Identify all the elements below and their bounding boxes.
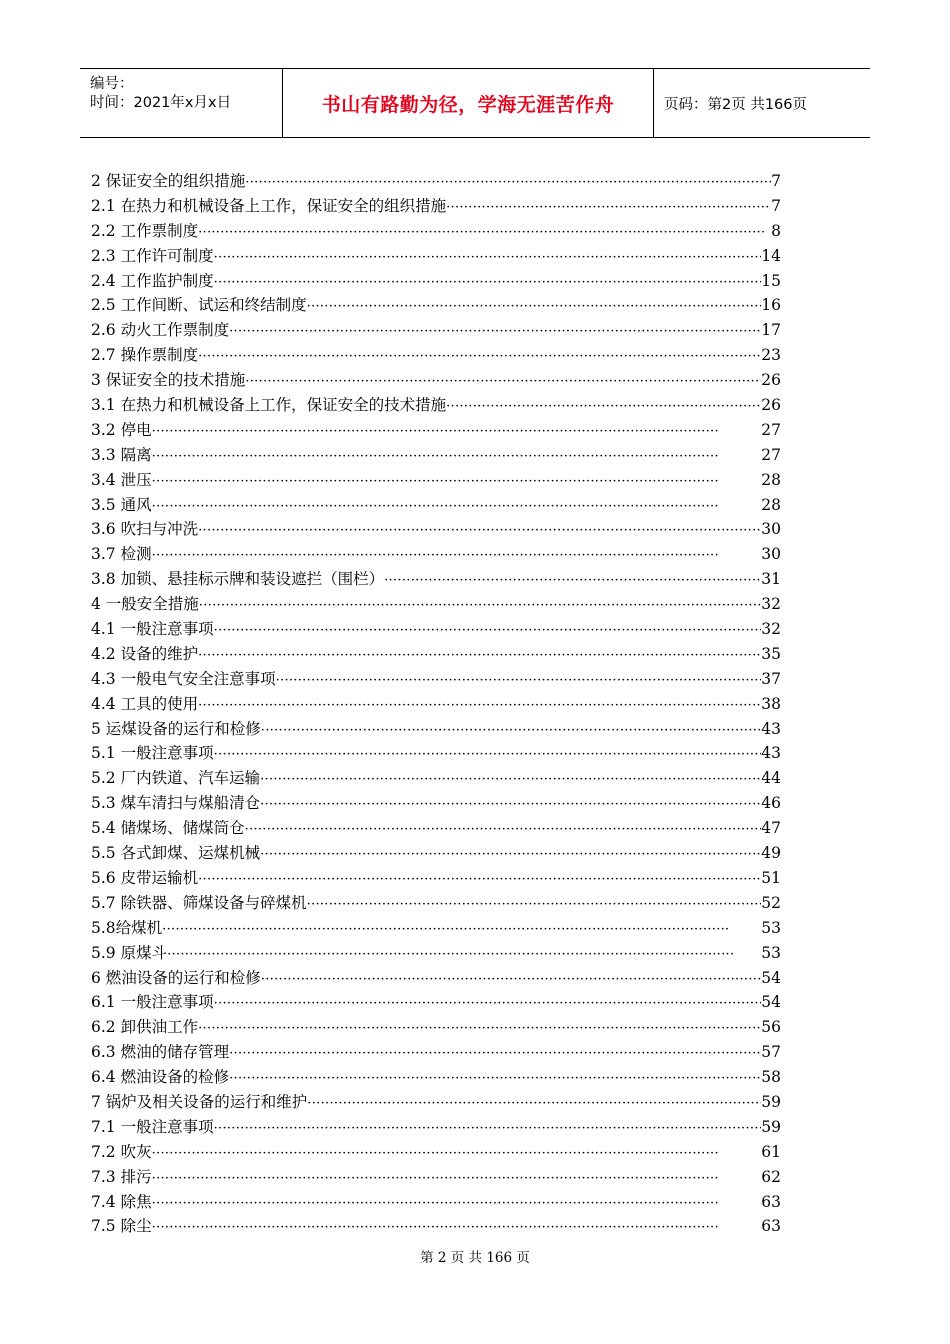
toc-entry[interactable] — [91, 393, 781, 418]
toc-entry-title: 4.4 工具的使用 — [91, 694, 199, 713]
toc-entry-title: 3.2 停电 — [91, 420, 152, 439]
toc-entry-title: 2.4 工作监护制度 — [91, 271, 214, 290]
toc-entry[interactable] — [91, 642, 781, 667]
toc-entry-title: 7.2 吹灰 — [91, 1142, 152, 1161]
toc-entry-page: 8 — [771, 221, 781, 240]
page-header — [80, 68, 870, 138]
toc-entry-page: 37 — [761, 669, 781, 688]
toc-entry[interactable] — [91, 318, 781, 343]
toc-entry-page: 63 — [761, 1192, 781, 1211]
toc-entry[interactable] — [91, 841, 781, 866]
toc-leader-dots — [152, 544, 762, 569]
toc-entry-page: 44 — [761, 769, 781, 788]
toc-entry-page: 58 — [761, 1068, 781, 1087]
toc-entry-page: 51 — [761, 868, 781, 887]
toc-entry-page: 7 — [771, 196, 781, 215]
toc-leader-dots — [198, 221, 771, 246]
toc-entry-page: 38 — [761, 694, 781, 713]
toc-entry[interactable] — [91, 692, 781, 717]
toc-entry-title: 6.1 一般注意事项 — [91, 993, 214, 1012]
toc-entry-title: 2.5 工作间断、试运和终结制度 — [91, 296, 307, 315]
header-page-info: 页码：第2页 共166页 — [664, 96, 808, 113]
toc-entry-page: 15 — [761, 271, 781, 290]
toc-entry-title: 5.5 各式卸煤、运煤机械 — [91, 844, 261, 863]
toc-leader-dots — [214, 246, 762, 271]
toc-entry-title: 5.3 煤车清扫与煤船清仓 — [91, 794, 261, 813]
toc-leader-dots — [214, 271, 762, 296]
toc-entry-title: 5.2 厂内铁道、汽车运输 — [91, 769, 261, 788]
toc-leader-dots — [152, 1216, 762, 1241]
toc-entry[interactable] — [91, 990, 781, 1015]
toc-entry-page: 52 — [761, 893, 781, 912]
toc-entry[interactable] — [91, 169, 781, 194]
toc-entry-title: 7 锅炉及相关设备的运行和维护 — [91, 1092, 308, 1111]
toc-entry-page: 23 — [761, 346, 781, 365]
toc-leader-dots — [214, 619, 762, 644]
toc-entry[interactable] — [91, 741, 781, 766]
toc-entry[interactable] — [91, 966, 781, 991]
toc-leader-dots — [198, 1017, 761, 1042]
toc-leader-dots — [260, 843, 761, 868]
toc-entry[interactable] — [91, 766, 781, 791]
toc-leader-dots — [214, 992, 762, 1017]
toc-entry[interactable] — [91, 916, 781, 941]
toc-leader-dots — [261, 719, 761, 744]
toc-entry[interactable] — [91, 343, 781, 368]
toc-entry-title: 6.4 燃油设备的检修 — [91, 1068, 230, 1087]
toc-leader-dots — [198, 345, 761, 370]
toc-entry-page: 14 — [761, 246, 781, 265]
header-motto: 书山有路勤为径，学海无涯苦作舟 — [282, 69, 654, 137]
toc-entry-page: 61 — [761, 1142, 781, 1161]
toc-entry[interactable] — [91, 368, 781, 393]
toc-leader-dots — [152, 470, 762, 495]
toc-entry-page: 26 — [761, 371, 781, 390]
toc-entry-page: 28 — [761, 495, 781, 514]
toc-leader-dots — [198, 519, 761, 544]
toc-entry-title: 2.2 工作票制度 — [91, 221, 199, 240]
toc-entry-title: 2.6 动火工作票制度 — [91, 321, 230, 340]
toc-leader-dots — [152, 1142, 762, 1167]
toc-entry-title: 4 一般安全措施 — [91, 595, 199, 614]
toc-entry[interactable] — [91, 517, 781, 542]
toc-entry-page: 54 — [761, 968, 781, 987]
toc-leader-dots — [229, 320, 761, 345]
toc-entry[interactable] — [91, 592, 781, 617]
toc-entry-page: 53 — [761, 918, 781, 937]
toc-entry-title: 5.4 储煤场、储煤筒仓 — [91, 819, 245, 838]
toc-entry-title: 6 燃油设备的运行和检修 — [91, 968, 261, 987]
toc-entry-page: 59 — [761, 1092, 781, 1111]
toc-entry-title: 6.3 燃油的储存管理 — [91, 1043, 230, 1062]
toc-entry-page: 26 — [761, 396, 781, 415]
toc-entry[interactable] — [91, 667, 781, 692]
toc-entry-title: 7.5 除尘 — [91, 1217, 152, 1236]
toc-entry[interactable] — [91, 1214, 781, 1239]
toc-leader-dots — [229, 1042, 761, 1067]
toc-entry-title: 2.1 在热力和机械设备上工作，保证安全的组织措施 — [91, 196, 447, 215]
toc-entry[interactable] — [91, 1165, 781, 1190]
toc-entry-page: 7 — [771, 172, 781, 190]
toc-entry-title: 2 保证安全的组织措施 — [91, 172, 246, 190]
toc-entry-title: 3.4 泄压 — [91, 470, 152, 489]
toc-entry-title: 3 保证安全的技术措施 — [91, 371, 246, 390]
toc-entry-page: 63 — [761, 1217, 781, 1236]
toc-entry-page: 43 — [761, 744, 781, 763]
toc-entry-page: 53 — [761, 943, 781, 962]
toc-entry-title: 3.8 加锁、悬挂标示牌和装设遮拦（围栏） — [91, 570, 385, 589]
toc-entry-page: 31 — [761, 570, 781, 589]
toc-entry[interactable] — [91, 418, 781, 443]
toc-entry[interactable] — [91, 468, 781, 493]
toc-entry[interactable] — [91, 791, 781, 816]
toc-leader-dots — [261, 968, 761, 993]
toc-entry[interactable] — [91, 1015, 781, 1040]
toc-entry-title: 5.1 一般注意事项 — [91, 744, 214, 763]
toc-entry[interactable] — [91, 269, 781, 294]
toc-entry[interactable] — [91, 493, 781, 518]
toc-leader-dots — [245, 370, 761, 395]
toc-entry-page: 32 — [761, 620, 781, 639]
toc-entry-page: 43 — [761, 719, 781, 738]
toc-leader-dots — [152, 495, 762, 520]
toc-entry-title: 2.7 操作票制度 — [91, 346, 199, 365]
toc-entry[interactable] — [91, 891, 781, 916]
toc-leader-dots — [214, 743, 762, 768]
toc-entry-title: 7.1 一般注意事项 — [91, 1117, 214, 1136]
toc-entry-title: 3.6 吹扫与冲洗 — [91, 520, 199, 539]
document-number-label: 编号： — [90, 76, 134, 92]
toc-entry-page: 47 — [761, 819, 781, 838]
toc-leader-dots — [152, 420, 762, 445]
toc-entry-page: 17 — [761, 321, 781, 340]
toc-entry-title: 3.1 在热力和机械设备上工作，保证安全的技术措施 — [91, 396, 447, 415]
toc-entry-title: 4.1 一般注意事项 — [91, 620, 214, 639]
toc-entry[interactable] — [91, 1140, 781, 1165]
toc-leader-dots — [276, 669, 762, 694]
toc-entry[interactable] — [91, 617, 781, 642]
toc-entry[interactable] — [91, 293, 781, 318]
toc-leader-dots — [198, 644, 761, 669]
toc-entry-page: 27 — [761, 420, 781, 439]
toc-entry[interactable] — [91, 443, 781, 468]
toc-entry-title: 5.6 皮带运输机 — [91, 868, 199, 887]
toc-entry-title: 2.3 工作许可制度 — [91, 246, 214, 265]
toc-entry-page: 32 — [761, 595, 781, 614]
toc-entry-page: 30 — [761, 545, 781, 564]
toc-entry[interactable] — [91, 1090, 781, 1115]
toc-leader-dots — [446, 196, 771, 221]
toc-leader-dots — [307, 893, 762, 918]
toc-leader-dots — [199, 594, 761, 619]
toc-entry-page: 57 — [761, 1043, 781, 1062]
toc-leader-dots — [384, 569, 761, 594]
toc-entry[interactable] — [91, 542, 781, 567]
toc-entry-page: 59 — [761, 1117, 781, 1136]
toc-entry-page: 49 — [761, 844, 781, 863]
toc-entry-title: 4.2 设备的维护 — [91, 644, 199, 663]
toc-entry[interactable] — [91, 194, 781, 219]
toc-entry-page: 28 — [761, 470, 781, 489]
toc-entry-title: 3.5 通风 — [91, 495, 152, 514]
toc-entry-title: 5.7 除铁器、筛煤设备与碎煤机 — [91, 893, 307, 912]
toc-entry-page: 54 — [761, 993, 781, 1012]
toc-entry-title: 5.8给煤机 — [91, 918, 163, 937]
header-info-cell — [80, 69, 282, 137]
toc-entry[interactable] — [91, 567, 781, 592]
toc-entry[interactable] — [91, 1065, 781, 1090]
toc-leader-dots — [245, 818, 762, 843]
toc-entry-title: 5.9 原煤斗 — [91, 943, 168, 962]
toc-entry[interactable] — [91, 816, 781, 841]
toc-entry[interactable] — [91, 244, 781, 269]
toc-leader-dots — [245, 171, 771, 196]
toc-entry[interactable] — [91, 941, 781, 966]
toc-entry[interactable] — [91, 1040, 781, 1065]
toc-leader-dots — [152, 445, 762, 470]
toc-entry-title: 3.7 检测 — [91, 545, 152, 564]
toc-leader-dots — [214, 1117, 762, 1142]
toc-entry-page: 30 — [761, 520, 781, 539]
toc-entry-page: 46 — [761, 794, 781, 813]
toc-entry-page: 35 — [761, 644, 781, 663]
toc-entry-title: 3.3 隔离 — [91, 445, 152, 464]
document-time-label: 时间：2021年x月x日 — [90, 95, 232, 111]
toc-leader-dots — [152, 1192, 762, 1217]
toc-entry[interactable] — [91, 866, 781, 891]
toc-leader-dots — [446, 395, 761, 420]
toc-leader-dots — [307, 1092, 761, 1117]
toc-entry-title: 4.3 一般电气安全注意事项 — [91, 669, 276, 688]
toc-entry-title: 5 运煤设备的运行和检修 — [91, 719, 261, 738]
toc-leader-dots — [167, 943, 761, 968]
toc-leader-dots — [152, 1167, 762, 1192]
toc-leader-dots — [229, 1067, 761, 1092]
toc-leader-dots — [260, 768, 761, 793]
toc-entry-title: 7.3 排污 — [91, 1167, 152, 1186]
toc-entry-page: 56 — [761, 1018, 781, 1037]
toc-entry[interactable] — [91, 1190, 781, 1215]
toc-leader-dots — [260, 793, 761, 818]
table-of-contents — [91, 169, 781, 1239]
toc-leader-dots — [198, 868, 761, 893]
toc-entry-page: 62 — [761, 1167, 781, 1186]
toc-entry-title: 6.2 卸供油工作 — [91, 1018, 199, 1037]
toc-entry-page: 27 — [761, 445, 781, 464]
toc-entry-title: 7.4 除焦 — [91, 1192, 152, 1211]
toc-entry-page: 16 — [761, 296, 781, 315]
toc-leader-dots — [307, 295, 762, 320]
toc-leader-dots — [198, 694, 761, 719]
toc-entry[interactable] — [91, 1115, 781, 1140]
toc-entry[interactable] — [91, 219, 781, 244]
footer-page-number: 第 2 页 共 166 页 — [420, 1250, 530, 1266]
page-footer — [0, 1246, 950, 1266]
toc-leader-dots — [162, 918, 761, 943]
toc-entry[interactable] — [91, 717, 781, 742]
